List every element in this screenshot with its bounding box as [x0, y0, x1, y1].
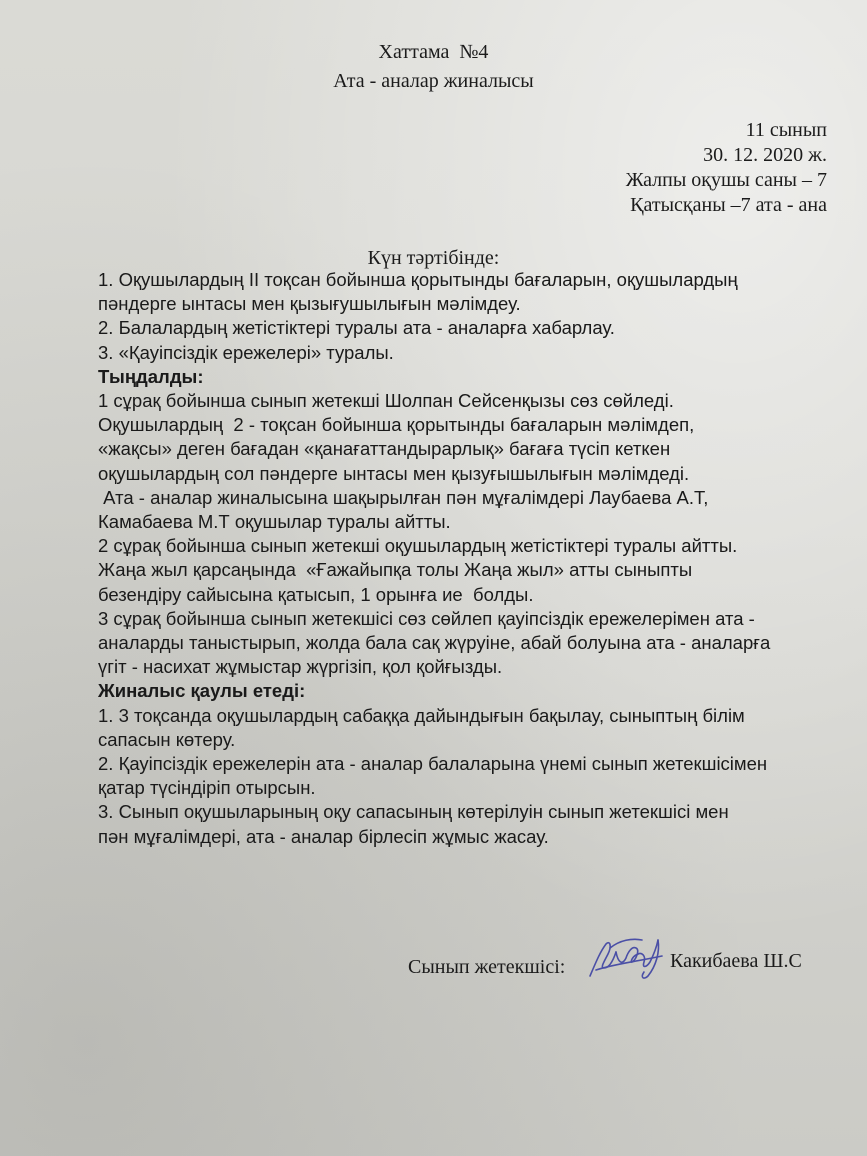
heard-line: аналарды таныстырып, жолда бала сақ жүруіне, абай болуына ата - аналарға [98, 632, 771, 654]
heard-line: Оқушылардың 2 - тоқсан бойынша қорытынды бағаларын мәлімдеп, [98, 414, 695, 436]
heard-heading: Тыңдалды: [98, 365, 204, 387]
agenda-line: 2. Балалардың жетістіктері туралы ата - аналарға хабарлау. [98, 317, 615, 339]
resolution-line: пән мұғалімдері, ата - аналар бірлесіп жұмыс жасау. [98, 825, 549, 847]
resolution-line: 3. Сынып оқушыларының оқу сапасының көтерілуін сынып жетекшісі мен [98, 801, 729, 823]
heard-line: үгіт - насихат жұмыстар жүргізіп, қол қойғызды. [98, 656, 503, 678]
resolution-line: 1. 3 тоқсанда оқушылардың сабаққа дайындығын бақылау, сыныптың білім [98, 704, 745, 726]
total-students-label: Жалпы оқушы саны – 7 [625, 169, 827, 191]
minutes-body [98, 268, 843, 849]
heard-line: оқушылардың сол пәндерге ынтасы мен қызуғышылығын мәлімдеді. [98, 462, 690, 484]
agenda-line: 3. «Қауіпсіздік ережелері» туралы. [98, 341, 394, 363]
heard-line: безендіру сайысына қатысып, 1 орынға ие болды. [98, 583, 534, 605]
handwritten-signature [586, 932, 666, 982]
resolution-line: сапасын көтеру. [98, 728, 236, 750]
meta-block [626, 118, 827, 218]
heard-line: 2 сұрақ бойынша сынып жетекші оқушылардың жетістіктері туралы айтты. [98, 535, 738, 557]
agenda-heading: Күн тәртібінде: [367, 247, 500, 269]
resolution-line: 2. Қауіпсіздік ережелерін ата - аналар балаларына үнемі сынып жетекшісімен [98, 753, 768, 775]
heard-line: Камабаева М.Т оқушылар туралы айтты. [98, 511, 451, 533]
date-label: 30. 12. 2020 ж. [703, 144, 827, 166]
resolution-line: қатар түсіндіріп отырсын. [98, 777, 316, 799]
agenda-line: пәндерге ынтасы мен қызығушылығын мәлімдеу. [98, 293, 521, 315]
heard-line: «жақсы» деген бағадан «қанағаттандырарлық» бағаға түсіп кеткен [98, 438, 671, 460]
signature-row [408, 942, 802, 1072]
heard-line: 3 сұрақ бойынша сынып жетекшісі сөз сөйлеп қауіпсіздік ережелерімен ата - [98, 607, 755, 629]
class-label: 11 сынып [745, 119, 827, 141]
heard-line: Ата - аналар жиналысына шақырылған пән мұғалімдері Лаубаева А.Т, [98, 486, 709, 508]
signature-name: Какибаева Ш.С [670, 950, 802, 972]
resolution-heading: Жиналыс қаулы етеді: [98, 680, 306, 702]
agenda-line: 1. Оқушылардың II тоқсан бойынша қорытынды бағаларын, оқушылардың [98, 269, 738, 290]
attended-label: Қатысқаны –7 ата - ана [630, 194, 827, 216]
document-title: Хаттама №4 [378, 41, 489, 63]
signature-label: Сынып жетекшісі: [408, 956, 566, 978]
heard-line: Жаңа жыл қарсаңында «Ғажайыпқа толы Жаңа жыл» атты сыныпты [98, 559, 693, 581]
document-subtitle: Ата - аналар жиналысы [333, 70, 534, 92]
heard-line: 1 сұрақ бойынша сынып жетекші Шолпан Сейсенқызы сөз сөйледі. [98, 390, 674, 412]
